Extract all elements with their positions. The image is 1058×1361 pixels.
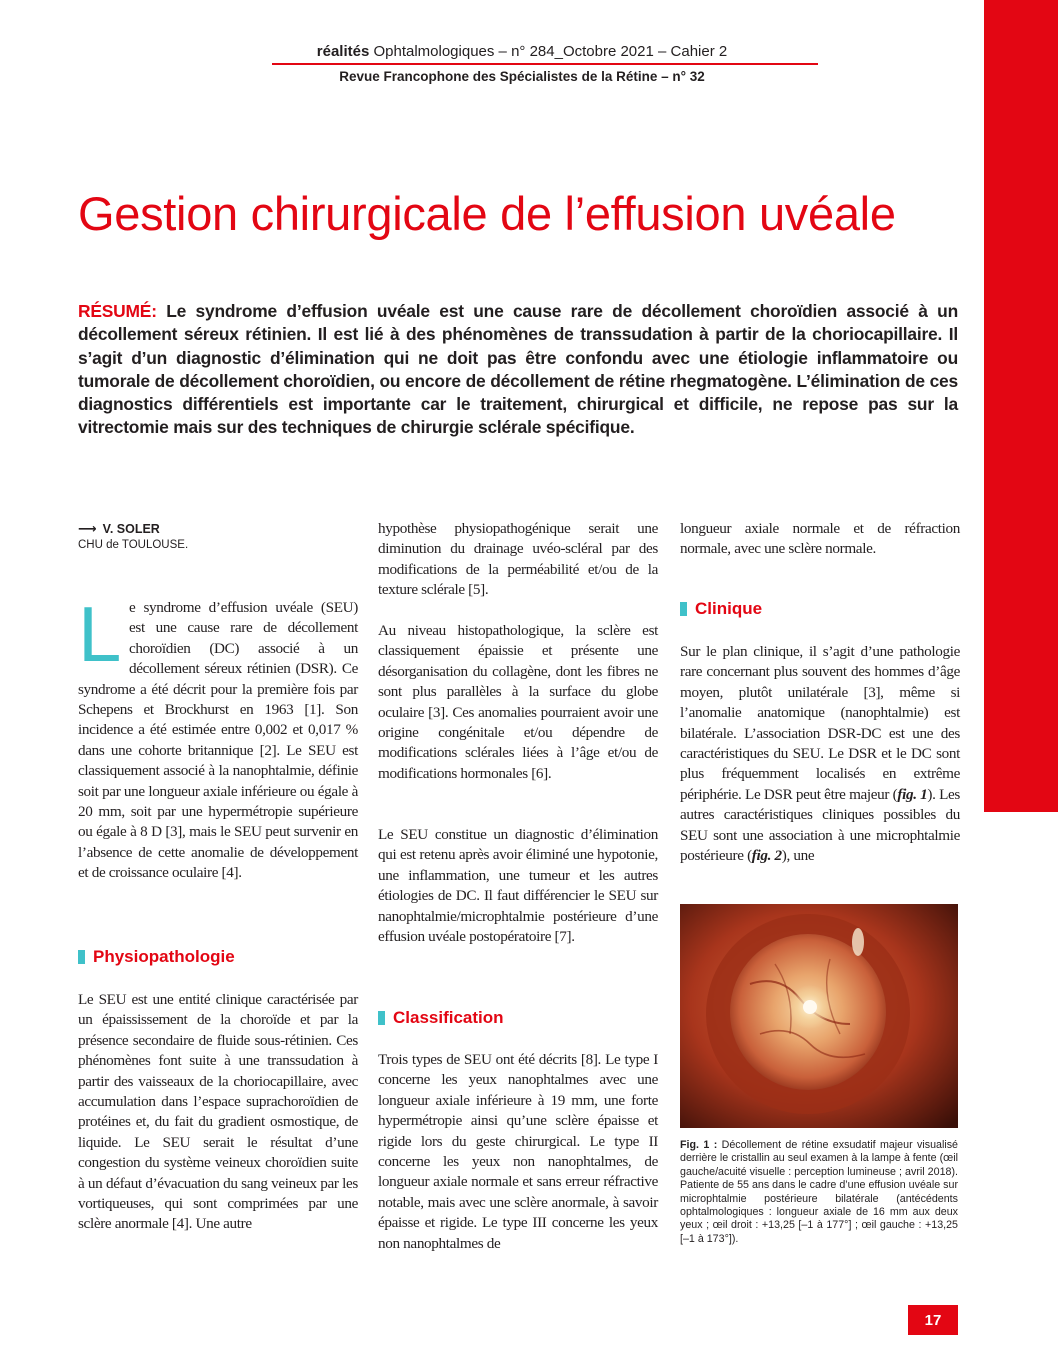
- section-square-icon: [78, 950, 85, 964]
- author-affiliation: CHU de TOULOUSE.: [78, 539, 189, 551]
- side-color-bar: [984, 0, 1058, 812]
- section-square-icon: [680, 602, 687, 616]
- drop-cap: L: [78, 590, 122, 678]
- section-heading-physiopathologie: [78, 947, 235, 967]
- abstract-label: RÉSUMÉ:: [78, 301, 157, 321]
- classification-paragraph: Trois types de SEU ont été décrits [8]. Le type I concerne les yeux nanophtalmes avec une longueur axiale inférieure à 19 mm, une forte hypermétropie ainsi qu’une sclère épaisse et rigide lors du geste chirurgical. Le type II concerne les yeux non nanophtalmes, de longueur axiale normale et sans erreur réfractive notable, mais avec une sclère anormale, à savoir épaisse et rigide. Le type III concerne les yeux non nanophtalmes de: [378, 1051, 658, 1252]
- section-title: Physiopathologie: [93, 947, 235, 966]
- section-title: Classification: [393, 1008, 504, 1027]
- author-name: V. SOLER: [102, 522, 160, 536]
- section-square-icon: [378, 1011, 385, 1025]
- section-title: Clinique: [695, 599, 763, 618]
- abstract-text: Le syndrome d’effusion uvéale est une cause rare de décollement choroïdien associé à un décollement séreux rétinien. Il est lié à des phénomènes de transsudation à partir de la choriocapillaire. Il s’agit d’un diagnostic d’élimination qui ne doit pas être confondu avec une étiologie inflammatoire ou tumorale de décollement choroïdien, ou encore de décollement de rétine rhegmatogène. L’élimination de ces diagnostics différentiels est importante car le traitement, chirurgical et difficile, ne repose pas sur la vitrectomie mais sur des techniques de chirurgie sclérale spécifique.: [78, 301, 958, 438]
- clinique-text-b: ). Les autres caractéristiques cliniques possibles du SEU sont une association à une microphtalmie postérieure (: [680, 785, 960, 865]
- header-rule: [272, 63, 818, 65]
- clinique-text-c: ), une: [781, 847, 815, 865]
- fig1-reference[interactable]: fig. 1: [897, 785, 928, 803]
- fig2-reference[interactable]: fig. 2: [751, 847, 782, 865]
- intro-text: e syndrome d’effusion uvéale (SEU) est une cause rare de décollement choroïdien (DC) associé à un décollement séreux rétinien (DSR). Ce syndrome a été décrit pour la première fois par Schepens et Brockhurst en 1963 [1]. Son incidence a été estimée entre 0,002 et 0,017 % dans une cohorte britannique [2]. Le SEU est classiquement associé à la nanophtalmie, définie soit par une longueur axiale inférieure ou égale à 20 mm, soit par une hypermétropie supérieure ou égale à 8 D [3], mais le SEU peut survenir en l’absence de cette anomalie de développement et de croissance oculaire [4].: [78, 599, 358, 882]
- section-heading-classification: [378, 1008, 504, 1028]
- author-block: [78, 521, 188, 551]
- journal-subtitle: Revue Francophone des Spécialistes de la Rétine – n° 32: [339, 69, 705, 84]
- page-number: 17: [908, 1305, 958, 1335]
- author-name-row: [78, 521, 188, 537]
- figure-caption-text: Décollement de rétine exsudatif majeur visualisé derrière le cristallin au seul examen à la lampe à fente (œil gauche/acuité visuelle : perception lumineuse ; avril 2018). Patiente de 55 ans dans le cadre d’une effusion uvéale sur microphtalmie postérieure bilatérale (antécédents ophtalmologiques : longueur axiale de 16 mm aux deux yeux ; œil droit : +13,25 [–1 à 177°] ; œil gauche : +13,25 [–1 à 173°]).: [680, 1139, 958, 1245]
- section-heading-clinique: [680, 599, 762, 619]
- article-title: Gestion chirurgicale de l’effusion uvéale: [78, 187, 896, 240]
- intro-paragraph: [78, 590, 358, 884]
- classification-paragraph-cont: longueur axiale normale et de réfraction normale, avec une sclère normale.: [680, 520, 960, 558]
- figure-label: Fig. 1 :: [680, 1139, 718, 1151]
- abstract: [78, 300, 958, 440]
- physio-paragraph-1-cont: hypothèse physiopathogénique serait une diminution du drainage uvéo-scléral par des modifications de la perméabilité et/ou de la texture sclérale [5].: [378, 520, 658, 599]
- figure-1-eye-photo: [680, 904, 958, 1128]
- journal-issue: Ophtalmologiques – n° 284_Octobre 2021 – Cahier 2: [369, 43, 728, 60]
- eye-photo-illustration: [680, 904, 958, 1128]
- physio-paragraph-2: Au niveau histopathologique, la sclère est classiquement épaissie et présente une désorganisation du collagène, dont les fibres ne sont plus parallèles à la surface du globe oculaire [3]. Ces anomalies pourraient avoir une origine congénitale et/ou dépendre de modifications sclérales liées à l’âge et/ou de modifications hormonales [6].: [378, 622, 658, 782]
- figure-1-caption: [680, 1139, 958, 1246]
- journal-header: [60, 43, 984, 60]
- journal-brand: réalités: [316, 43, 370, 60]
- arrow-right-icon: ⟶: [78, 521, 97, 536]
- clinique-text-a: Sur le plan clinique, il s’agit d’une pathologie rare concernant plus souvent des hommes d’âge moyen, plutôt unilatérale [3], même si l’anomalie anatomique (nanophtalmie) est bilatérale. L’association DSR-DC est une des caractéristiques du SEU. Le DSR et le DC sont plus fréquemment localisés en extrême périphérie. Le DSR peut être majeur (: [680, 643, 960, 803]
- physio-paragraph-1: Le SEU est une entité clinique caractérisée par un épaississement de la choroïde et par la présence secondaire de fluide sous-rétinien. Ces phénomènes font suite à une transsudation à partir des vaisseaux de la choriocapillaire, avec accumulation dans l’espace suprachoroïdien de protéines et, du fait du gradient osmostique, de liquide. Le SEU serait le résultat d’une congestion du système veineux choroïdien suite à un défaut d’évacuation du sang veineux par les vortiqueuses, qui sont comprimées par une sclère anormale [4]. Une autre: [78, 991, 358, 1233]
- clinique-paragraph: [680, 642, 960, 866]
- physio-paragraph-3: Le SEU constitue un diagnostic d’élimination qui est retenu après avoir éliminé une hypotonie, une inflammation, une tumeur et les autres étiologies de DC. Il faut différencier le SEU sur nanophtalmie/microphtalmie postérieure d’une effusion uvéale postopératoire [7].: [378, 826, 658, 946]
